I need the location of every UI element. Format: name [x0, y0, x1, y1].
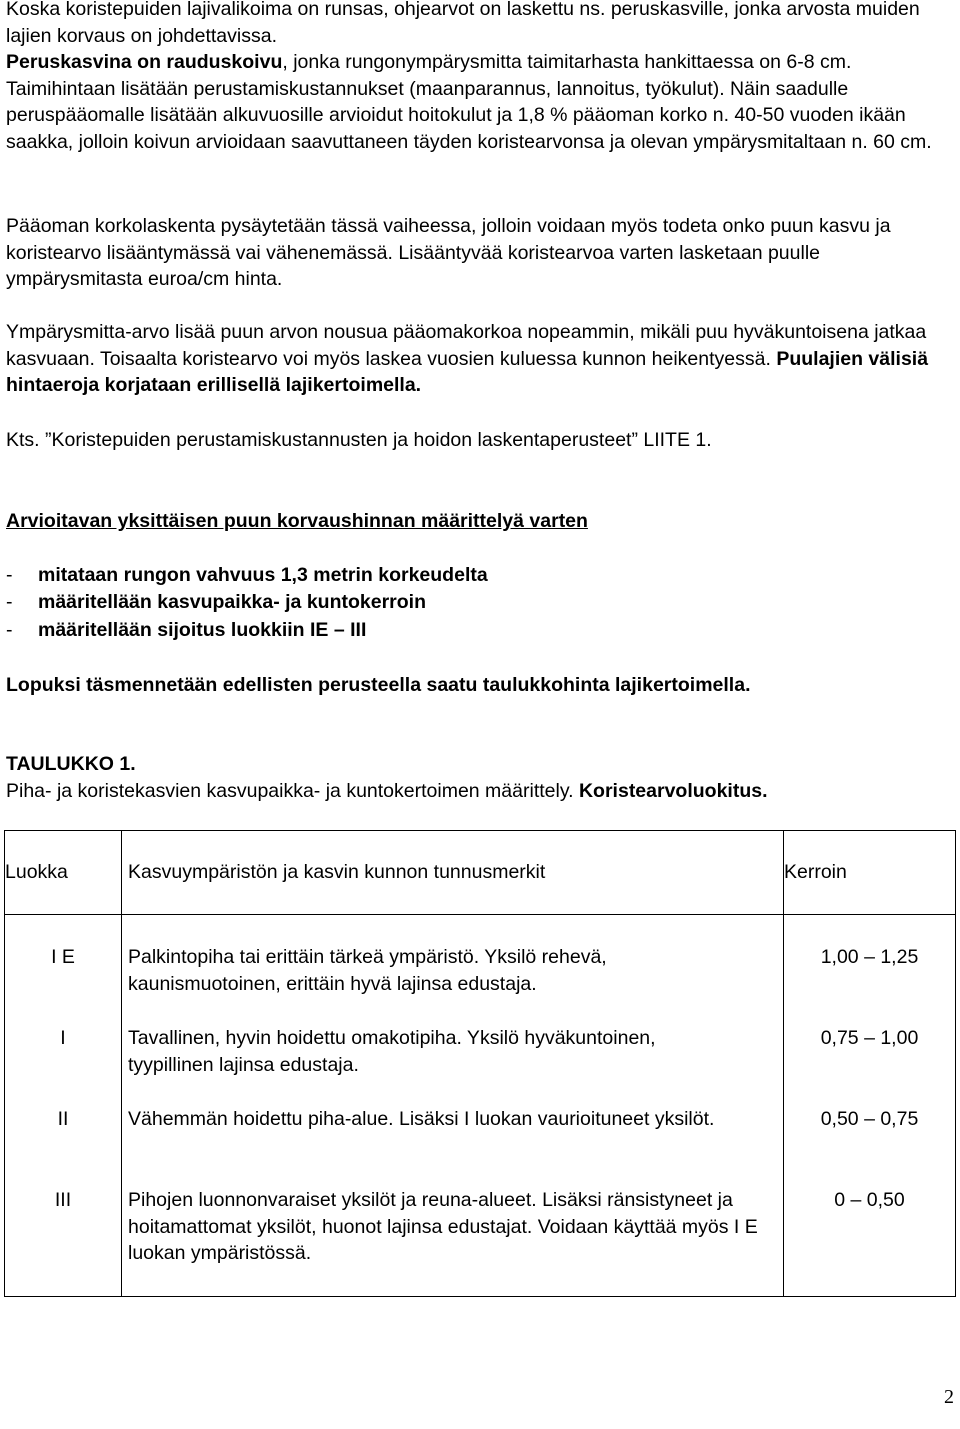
table-caption [6, 778, 954, 805]
list-item-text: määritellään kasvupaikka- ja kuntokerroin [38, 591, 427, 613]
coefficient-value: 1,00 – 1,25 [820, 946, 919, 968]
base-plant-statement: Peruskasvina on rauduskoivu [6, 51, 283, 73]
girth-value-paragraph [6, 319, 954, 399]
list-item-text: määritellään sijoitus luokkiin IE – III [38, 619, 367, 641]
table-label: TAULUKKO 1. [6, 753, 136, 775]
appendix-reference: Kts. ”Koristepuiden perustamiskustannusten ja hoidon laskentaperusteet” LIITE 1. [6, 429, 712, 451]
conclusion-statement: Lopuksi täsmennetään edellisten perusteella saatu taulukkohinta lajikertoimella. [6, 674, 751, 696]
class-description: Vähemmän hoidettu piha-alue. Lisäksi I luokan vaurioituneet yksilöt. [128, 1108, 715, 1130]
header-description: Kasvuympäristön ja kasvin kunnon tunnusmerkit [122, 831, 784, 915]
classification-table [4, 830, 956, 1297]
species-coefficient-note: Puulajien välisiä hintaeroja korjataan erillisellä lajikertoimella. [6, 347, 929, 396]
list-item [6, 589, 426, 616]
list-item-text: mitataan rungon vahvuus 1,3 metrin korkeudelta [38, 564, 488, 586]
intro-text: Koska koristepuiden lajivalikoima on runsas, ohjearvot on laskettu ns. peruskasville, jonka arvosta muiden lajien korvaus on johdettavissa. [6, 0, 920, 47]
header-coefficient: Kerroin [784, 831, 956, 915]
table-header-row [5, 831, 956, 915]
class-value: I E [51, 946, 75, 968]
coefficient-value: 0,75 – 1,00 [820, 1027, 919, 1049]
table-body-row [5, 915, 956, 1297]
coefficient-column [784, 915, 956, 1297]
coefficient-value: 0 – 0,50 [834, 1189, 905, 1211]
class-description: Pihojen luonnonvaraiset yksilöt ja reuna-alueet. Lisäksi ränsistyneet ja hoitamattomat yksilöt, huonot lajinsa edustajat. Voidaan käyttää myös I E luokan ympäristössä. [128, 1189, 758, 1264]
intro-continued-text: , jonka rungonympärysmitta taimitarhasta hankittaessa on 6-8 cm. Taimihintaan lisätään perustamiskustannukset (maanparannus, lannoitus, työkulut). Näin saadulle peruspääomalle lisätään alkuvuosille arvioidut hoitokulut ja 1,8 % pääoman korko n. 40-50 vuoden ikään saakka, jolloin koivun arvioidaan saavuttaneen täyden koristearvonsa ja olevan ympärysmitaltaan n. 60 cm. [6, 51, 932, 153]
table-caption-emphasis: Koristearvoluokitus. [578, 780, 768, 802]
coefficient-value: 0,50 – 0,75 [820, 1108, 919, 1130]
list-dash: - [6, 619, 13, 641]
header-class: Luokka [5, 831, 122, 915]
class-description: Tavallinen, hyvin hoidettu omakotipiha. Yksilö hyväkuntoinen, tyypillinen lajinsa edustaja. [128, 1027, 656, 1076]
class-column [5, 915, 122, 1297]
list-dash: - [6, 591, 13, 613]
description-column [122, 915, 784, 1297]
class-value: II [57, 1108, 69, 1130]
capital-interest-paragraph: Pääoman korkolaskenta pysäytetään tässä vaiheessa, jolloin voidaan myös todeta onko puun kasvu ja koristearvo lisääntymässä vai vähenemässä. Lisääntyvää koristearvoa varten lasketaan puulle ympärysmitasta euroa/cm hinta. [6, 215, 891, 290]
girth-value-text: Ympärysmitta-arvo lisää puun arvon nousua pääomakorkoa nopeammin, mikäli puu hyväkuntoisena jatkaa kasvuaan. Toisaalta koristearvo voi myös laskea vuosien kuluessa kunnon heikentyessä. [6, 321, 927, 370]
class-value: III [54, 1189, 72, 1211]
intro-paragraph [6, 0, 954, 155]
class-description: Palkintopiha tai erittäin tärkeä ympäristö. Yksilö rehevä, kaunismuotoinen, erittäin hyvä lajinsa edustaja. [128, 946, 607, 995]
list-item [6, 617, 366, 644]
list-dash: - [6, 564, 13, 586]
page-number: 2 [944, 1386, 954, 1408]
table-caption-text: Piha- ja koristekasvien kasvupaikka- ja kuntokertoimen määrittely. [6, 780, 579, 802]
section-heading: Arvioitavan yksittäisen puun korvaushinnan määrittelyä varten [6, 510, 588, 532]
class-value: I [60, 1027, 66, 1049]
list-item [6, 562, 488, 589]
